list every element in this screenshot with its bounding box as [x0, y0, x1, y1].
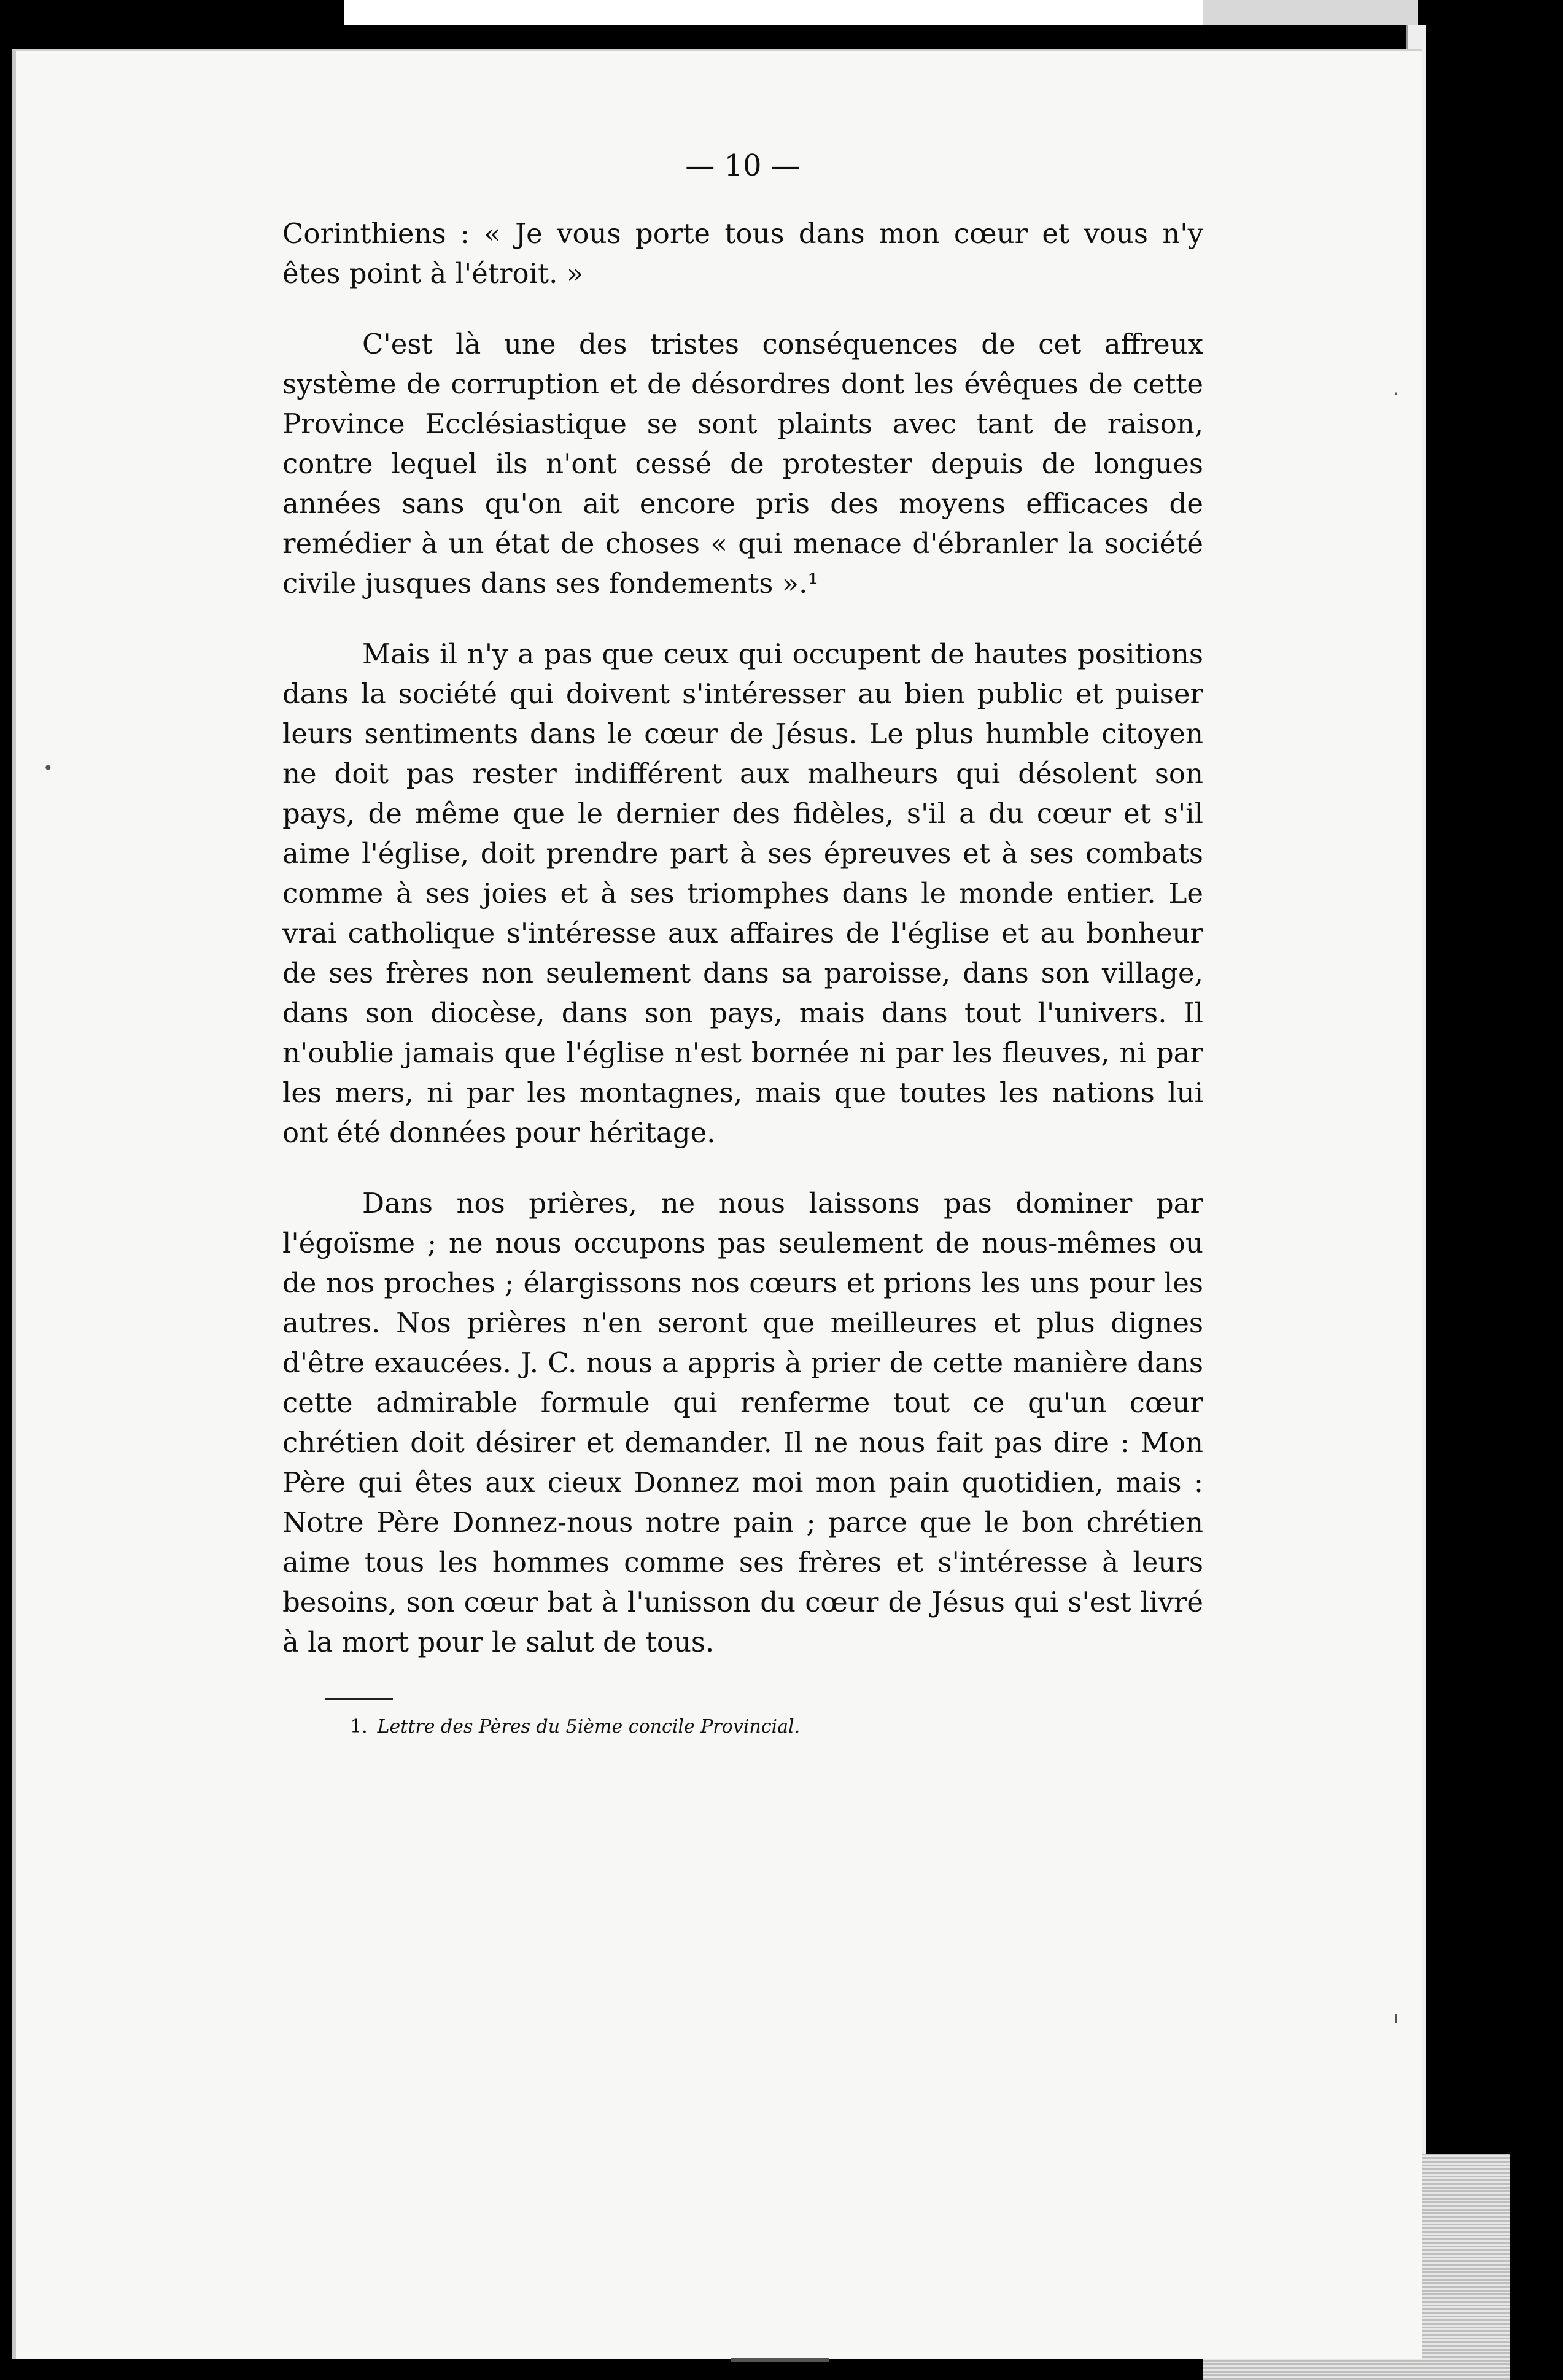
paragraph-4: Dans nos prières, ne nous laissons pas dominer par l'égoïsme ; ne nous occupons pas seulement de nous-mêmes ou de nos proches ; élargissons nos cœurs et prions les uns pour les autres. Nos prières n'en seront que meilleures et plus dignes d'être exaucées. J. C. nous a appris à prier de cette manière dans cette admirable formule qui renferme tout ce qu'un cœur chrétien doit désirer et demander. Il ne nous fait pas dire : Mon Père qui êtes aux cieux Donnez moi mon pain quotidien, mais : Notre Père Donnez-nous notre pain ; parce que le bon chrétien aime tous les hommes comme ses frères et s'intéresse à leurs besoins, son cœur bat à l'unisson du cœur de Jésus qui s'est livré à la mort pour le salut de tous. [282, 1187, 1203, 1658]
paragraph-3: Mais il n'y a pas que ceux qui occupent de hautes positions dans la société qui doivent s'intéresser au bien public et puiser leurs sentiments dans le cœur de Jésus. Le plus humble citoyen ne doit pas rester indifférent aux malheurs qui désolent son pays, de même que le dernier des fidèles, s'il a du cœur et s'il aime l'église, doit prendre part à ses épreuves et à ses combats comme à ses joies et à ses triomphes dans le monde entier. Le vrai catholique s'intéresse aux affaires de l'église et au bonheur de ses frères non seulement dans sa paroisse, dans son village, dans son diocèse, dans son pays, mais dans tout l'univers. Il n'oublie jamais que l'église n'est bornée ni par les fleuves, ni par les mers, ni par les montagnes, mais que toutes les nations lui ont été données pour héritage. [282, 638, 1203, 1149]
footnote-divider [325, 1698, 393, 1700]
margin-speck: ı [1394, 2007, 1398, 2027]
scan-border-top-right [1203, 0, 1418, 25]
scan-artifact [731, 2358, 829, 2362]
page-number: — 10 — [685, 149, 801, 183]
page-content [282, 147, 1203, 1739]
margin-speck: • [43, 758, 53, 778]
margin-speck: · [1394, 384, 1399, 404]
scan-border-top [344, 0, 1216, 25]
footnote-number: 1. [350, 1716, 368, 1737]
footnote [350, 1715, 1203, 1739]
paragraph-2: C'est là une des tristes conséquences de cet affreux système de corruption et de désordres dont les évêques de cette Province Ecclésiastique se sont plaints avec tant de raison, contre lequel ils n'ont cessé de protester depuis de longues années sans qu'on ait encore pris des moyens efficaces de remédier à un état de choses « qui menace d'ébranler la société civile jusques dans ses fondements ».¹ [282, 328, 1203, 600]
footnote-text: Lettre des Pères du 5ième concile Provincial. [377, 1716, 801, 1737]
paragraph-1: Corinthiens : « Je vous porte tous dans mon cœur et vous n'y êtes point à l'étroit. » [282, 217, 1203, 290]
